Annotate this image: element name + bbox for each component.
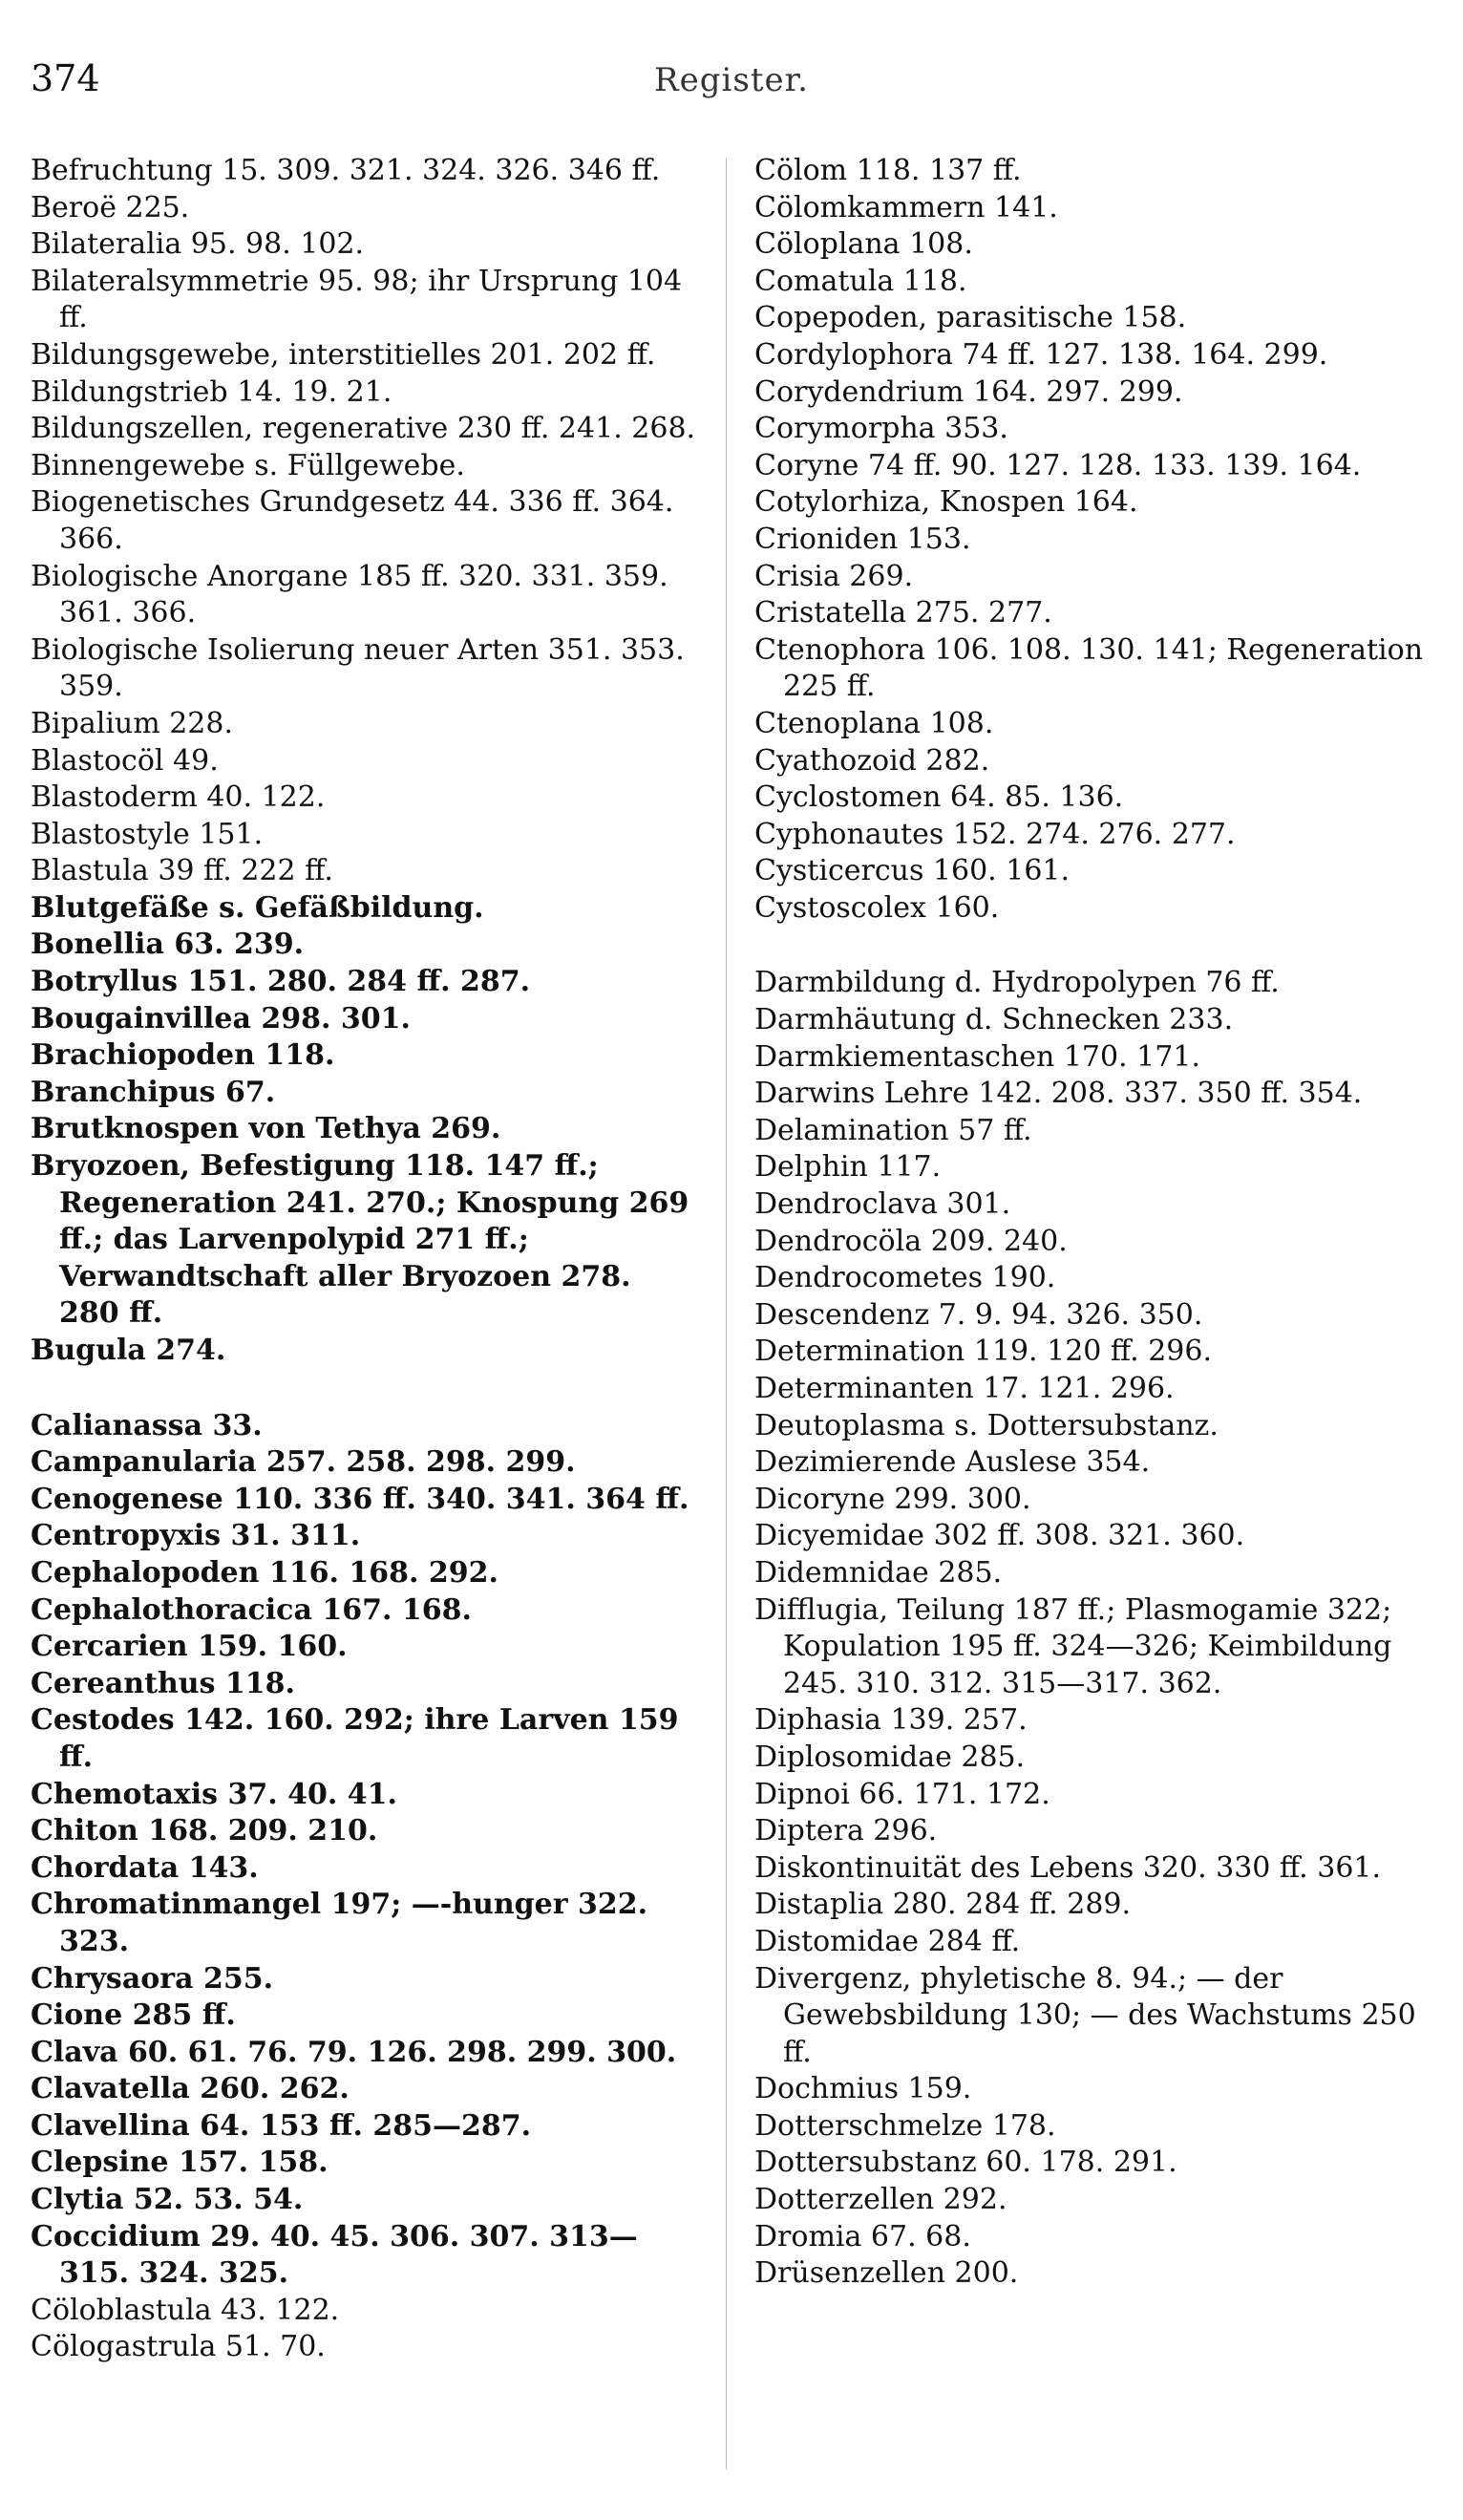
index-entry: Centropyxis 31. 311. xyxy=(31,1519,361,1553)
index-entry: Divergenz, phyletische 8. 94.; — der Gewebsbildung 130; — des Wachstums 250 ff. xyxy=(754,1961,1416,2069)
index-entry: Dendroclava 301. xyxy=(754,1187,1011,1222)
index-entry: Delphin 117. xyxy=(754,1150,942,1185)
index-entry: Darmkiementaschen 170. 171. xyxy=(754,1039,1200,1074)
section-gap xyxy=(31,1370,699,1408)
index-entry: Bildungstrieb 14. 19. 21. xyxy=(31,374,392,409)
index-entry: Cordylophora 74 ff. 127. 138. 164. 299. xyxy=(754,337,1328,372)
index-entry: Cölomkammern 141. xyxy=(754,190,1058,224)
index-entry: Cölom 118. 137 ff. xyxy=(754,154,1022,187)
index-entry: Drüsenzellen 200. xyxy=(754,2256,1019,2291)
index-entry: Determinanten 17. 121. 296. xyxy=(754,1372,1175,1405)
index-entry: Bilateralsymmetrie 95. 98; ihr Ursprung 104 ff. xyxy=(31,264,683,335)
index-entry: Difflugia, Teilung 187 ff.; Plasmogamie 322; Kopulation 195 ff. 324—326; Keimbildung 245. 310. 312. 315—317. 362. xyxy=(754,1592,1392,1700)
index-entry: Cöloblastula 43. 122. xyxy=(31,2293,340,2327)
index-entry: Diplosomidae 285. xyxy=(754,1740,1026,1774)
index-entry: Cereanthus 118. xyxy=(31,1666,295,1700)
index-entry: Blutgefäße s. Gefäßbildung. xyxy=(31,890,484,925)
index-entry: Dromia 67. 68. xyxy=(754,2219,971,2253)
index-entry: Clavellina 64. 153 ff. 285—287. xyxy=(31,2108,532,2143)
index-entry: Dochmius 159. xyxy=(754,2072,972,2106)
index-entry: Coryne 74 ff. 90. 127. 128. 133. 139. 164. xyxy=(754,448,1362,482)
index-entry: Cyathozoid 282. xyxy=(754,743,990,778)
index-entry: Determination 119. 120 ff. 296. xyxy=(754,1335,1213,1369)
index-entry: Cöloplana 108. xyxy=(754,227,973,262)
index-entry: Bonellia 63. 239. xyxy=(31,928,305,962)
index-entry: Binnengewebe s. Füllgewebe. xyxy=(31,448,465,482)
index-entry: Branchipus 67. xyxy=(31,1075,276,1109)
index-entry: Clytia 52. 53. 54. xyxy=(31,2183,304,2217)
index-entry: Cysticercus 160. 161. xyxy=(754,854,1071,888)
index-entry: Blastostyle 151. xyxy=(31,817,264,851)
index-entry: Clava 60. 61. 76. 79. 126. 298. 299. 300. xyxy=(31,2035,677,2069)
index-entry: Beroë 225. xyxy=(31,190,190,224)
running-title: Register. xyxy=(654,61,809,99)
index-entry: Dicyemidae 302 ff. 308. 321. 360. xyxy=(754,1519,1245,1553)
section-gap xyxy=(754,927,1437,965)
index-entry: Corydendrium 164. 297. 299. xyxy=(754,374,1183,409)
index-entry: Bugula 274. xyxy=(31,1334,226,1367)
index-entry: Bryozoen, Befestigung 118. 147 ff.; Regeneration 241. 270.; Knospung 269 ff.; das Larvenpolypid 271 ff.; Verwandtschaft aller Bryozoen 278. 280 ff. xyxy=(31,1149,689,1331)
index-entry: Cristatella 275. 277. xyxy=(754,596,1052,630)
index-entry: Chordata 143. xyxy=(31,1850,259,1885)
index-entry: Dottersubstanz 60. 178. 291. xyxy=(754,2146,1177,2180)
index-entry: Cephalopoden 116. 168. 292. xyxy=(31,1555,498,1590)
index-entry: Crioniden 153. xyxy=(754,522,971,556)
index-entry: Clepsine 157. 158. xyxy=(31,2146,329,2180)
index-entry: Bildungszellen, regenerative 230 ff. 241. 268. xyxy=(31,412,696,446)
index-entry: Coccidium 29. 40. 45. 306. 307. 313—315. 324. 325. xyxy=(31,2219,638,2291)
index-entry: Cenogenese 110. 336 ff. 340. 341. 364 ff. xyxy=(31,1482,689,1516)
index-entry: Distomidae 284 ff. xyxy=(754,1924,1021,1958)
index-entry: Blastoderm 40. 122. xyxy=(31,780,326,815)
index-entry: Descendenz 7. 9. 94. 326. 350. xyxy=(754,1297,1203,1332)
index-entry: Befruchtung 15. 309. 321. 324. 326. 346 ff. xyxy=(31,154,661,187)
index-entry: Darmbildung d. Hydropolypen 76 ff. xyxy=(754,966,1280,1000)
index-entry: Cölogastrula 51. 70. xyxy=(31,2330,326,2364)
index-entry: Calianassa 33. xyxy=(31,1408,263,1442)
index-entry: Cercarien 159. 160. xyxy=(31,1630,348,1664)
index-entry: Bilateralia 95. 98. 102. xyxy=(31,227,365,262)
index-entry: Darmhäutung d. Schnecken 233. xyxy=(754,1003,1234,1037)
index-entry: Chromatinmangel 197; —-hunger 322. 323. xyxy=(31,1888,648,1958)
index-entry: Botryllus 151. 280. 284 ff. 287. xyxy=(31,965,531,999)
index-entry: Comatula 118. xyxy=(754,264,967,298)
index-entry: Cotylorhiza, Knospen 164. xyxy=(754,485,1138,520)
index-entry: Cyphonautes 152. 274. 276. 277. xyxy=(754,817,1236,851)
index-entry: Dendrocometes 190. xyxy=(754,1261,1056,1295)
index-entry: Chiton 168. 209. 210. xyxy=(31,1814,378,1848)
index-entry: Crisia 269. xyxy=(754,559,914,593)
index-column-left xyxy=(31,153,699,2366)
index-entry: Chrysaora 255. xyxy=(31,1961,274,1996)
index-column-right xyxy=(754,153,1437,2293)
index-entry: Copepoden, parasitische 158. xyxy=(754,301,1187,335)
index-entry: Bipalium 228. xyxy=(31,706,234,740)
index-entry: Ctenoplana 108. xyxy=(754,706,994,740)
index-entry: Cestodes 142. 160. 292; ihre Larven 159 ff. xyxy=(31,1703,679,1774)
index-entry: Deutoplasma s. Dottersubstanz. xyxy=(754,1408,1219,1442)
index-entry: Diskontinuität des Lebens 320. 330 ff. 361. xyxy=(754,1850,1382,1885)
index-entry: Bougainvillea 298. 301. xyxy=(31,1001,411,1036)
index-entry: Biogenetisches Grundgesetz 44. 336 ff. 364. 366. xyxy=(31,485,674,556)
index-entry: Distaplia 280. 284 ff. 289. xyxy=(754,1888,1132,1922)
index-entry: Diptera 296. xyxy=(754,1814,938,1848)
index-entry: Campanularia 257. 258. 298. 299. xyxy=(31,1445,576,1480)
index-entry: Blastula 39 ff. 222 ff. xyxy=(31,854,333,888)
index-entry: Bildungsgewebe, interstitielles 201. 202 ff. xyxy=(31,337,656,372)
index-entry: Dezimierende Auslese 354. xyxy=(754,1445,1151,1480)
index-entry: Darwins Lehre 142. 208. 337. 350 ff. 354. xyxy=(754,1077,1363,1111)
index-entry: Diphasia 139. 257. xyxy=(754,1703,1028,1738)
index-entry: Blastocöl 49. xyxy=(31,743,219,778)
index-entry: Dotterschmelze 178. xyxy=(754,2108,1056,2143)
index-entry: Dicoryne 299. 300. xyxy=(754,1482,1031,1516)
column-divider xyxy=(726,158,727,2469)
index-entry: Dendrocöla 209. 240. xyxy=(754,1224,1068,1258)
index-entry: Cyclostomen 64. 85. 136. xyxy=(754,780,1124,815)
index-entry: Delamination 57 ff. xyxy=(754,1113,1032,1147)
index-entry: Cystoscolex 160. xyxy=(754,890,1000,925)
index-entry: Dipnoi 66. 171. 172. xyxy=(754,1777,1050,1811)
index-entry: Ctenophora 106. 108. 130. 141; Regeneration 225 ff. xyxy=(754,632,1424,704)
index-entry: Clavatella 260. 262. xyxy=(31,2072,350,2106)
index-entry: Biologische Isolierung neuer Arten 351. 353. 359. xyxy=(31,632,685,704)
page-number: 374 xyxy=(31,57,100,99)
index-entry: Chemotaxis 37. 40. 41. xyxy=(31,1777,397,1811)
index-entry: Brachiopoden 118. xyxy=(31,1038,335,1073)
index-entry: Dotterzellen 292. xyxy=(754,2183,1007,2217)
index-entry: Biologische Anorgane 185 ff. 320. 331. 359. 361. 366. xyxy=(31,559,668,630)
index-entry: Brutknospen von Tethya 269. xyxy=(31,1112,501,1146)
index-entry: Didemnidae 285. xyxy=(754,1555,1003,1590)
index-entry: Cephalothoracica 167. 168. xyxy=(31,1592,472,1627)
index-entry: Corymorpha 353. xyxy=(754,412,1008,446)
index-entry: Cione 285 ff. xyxy=(31,1998,236,2033)
